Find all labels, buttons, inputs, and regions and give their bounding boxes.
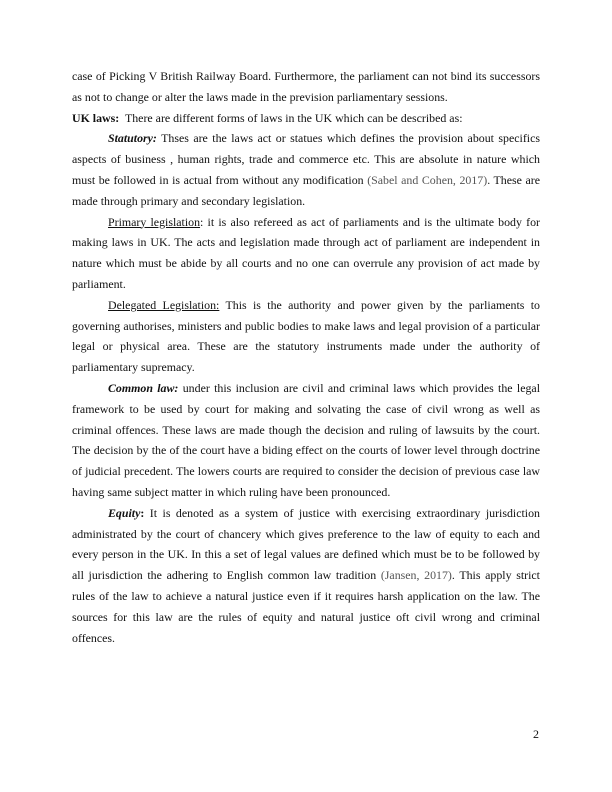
paragraph-statutory: [72, 128, 540, 211]
common-law-text: under this inclusion are civil and criminal laws which provides the legal framework to be used by court for making and solvating the case of civil wrong as well as criminal offences. These laws are made though the decision and ruling of lawsuits by the court. The decision by the of the court have a biding effect on the courts of lower level through doctrine of judicial precedent. The lowers courts are required to consider the decision of previous case law having same subject matter in which ruling have been pronounced.: [72, 380, 541, 499]
equity-text: It is denoted as a system of justice with exercising extraordinary jurisdiction administrated by the court of chancery which gives preference to the law of equity to each and every person in the UK. In this a set of legal values are defined which must be to be followed by all jurisdiction the adhering to English common law tradition: [72, 505, 540, 583]
statutory-citation: (Sabel and Cohen, 2017): [367, 172, 488, 187]
primary-legislation-text: : it is also refereed as act of parliaments and is the ultimate body for making laws in UK. The acts and legislation made through act of parliament are independent in nature which must be abide by all courts and no one can overrule any provision of act made by parliament.: [72, 214, 540, 291]
equity-end-text: . This apply strict rules of the law to achieve a natural justice even if it requires harsh application on the law. The sources for this law are the rules of equity and natural justice oft civil wrong and criminal offences.: [72, 568, 540, 645]
equity-citation: (Jansen, 2017): [380, 568, 452, 583]
intro-text: case of Picking V British Railway Board. Furthermore, the parliament can not bind its successors as not to change or alter the laws made in the prevision parliamentary sessions.: [72, 69, 540, 104]
primary-legislation-label: Primary legislation: [108, 214, 201, 229]
paragraph-common-law: [72, 378, 540, 503]
uk-laws-text: There are different forms of laws in the UK which can be described as:: [119, 110, 463, 125]
paragraph-uk-laws: [72, 108, 540, 129]
equity-colon: :: [140, 505, 145, 520]
delegated-legislation-label: Delegated Legislation:: [108, 297, 220, 312]
document-body: [72, 66, 540, 648]
uk-laws-label: UK laws:: [72, 110, 120, 125]
delegated-legislation-text: This is the authority and power given by the parliaments to governing authorises, ministers and public bodies to make laws and legal provision of a particular legal or physical area. These are the statutory instruments made under the authority of parliamentary supremacy.: [72, 297, 541, 375]
statutory-end-text: . These are made through primary and secondary legislation.: [72, 172, 540, 208]
equity-label: Equity: [108, 505, 141, 520]
paragraph-primary: [72, 212, 540, 295]
statutory-text: Thses are the laws act or statues which defines the provision about specifics aspects of business , human rights, trade and commerce etc. This are absolute in nature which must be followed in is actual from without any modification: [72, 131, 540, 187]
common-law-label: Common law:: [108, 380, 179, 395]
paragraph-equity: [72, 503, 540, 649]
statutory-label: Statutory:: [108, 131, 157, 146]
page-number: 2: [533, 727, 539, 741]
paragraph-intro: [72, 66, 540, 108]
paragraph-delegated: [72, 295, 540, 378]
